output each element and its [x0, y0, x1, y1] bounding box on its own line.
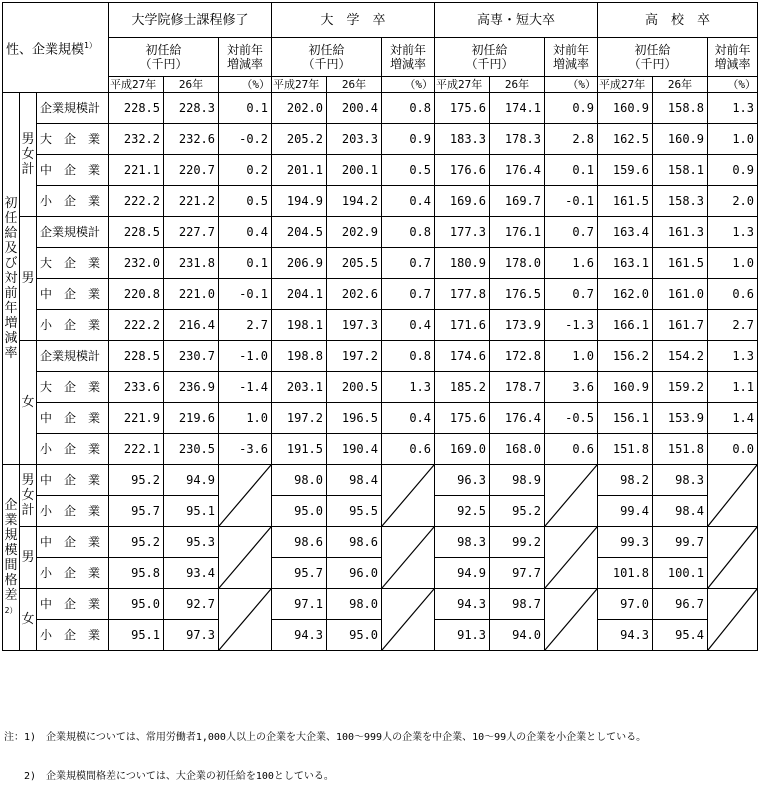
year-header: 26年: [653, 77, 708, 93]
size-label: 中 企 業: [37, 403, 109, 434]
value-cell: 197.2: [327, 341, 382, 372]
year-header: 平成27年: [272, 77, 327, 93]
value-cell: 1.3: [708, 93, 758, 124]
value-cell: 95.0: [272, 496, 327, 527]
group-header: 大 学 卒: [272, 3, 435, 38]
salary-header: 初任給 （千円）: [272, 38, 382, 77]
value-cell: 160.9: [598, 93, 653, 124]
value-cell: 160.9: [653, 124, 708, 155]
value-cell: 94.9: [164, 465, 219, 496]
value-cell: 0.1: [219, 93, 272, 124]
value-cell: 163.1: [598, 248, 653, 279]
table-row: [3, 589, 758, 620]
value-cell: 198.8: [272, 341, 327, 372]
value-cell: 176.4: [490, 155, 545, 186]
value-cell: 97.3: [164, 620, 219, 651]
value-cell: 0.0: [708, 434, 758, 465]
table-row: [3, 124, 758, 155]
size-label: 中 企 業: [37, 465, 109, 496]
value-cell: 227.7: [164, 217, 219, 248]
value-cell: 200.1: [327, 155, 382, 186]
value-cell: 168.0: [490, 434, 545, 465]
table-row: [3, 558, 758, 589]
value-cell: 163.4: [598, 217, 653, 248]
diagonal-line: [545, 465, 597, 526]
value-cell: 0.2: [219, 155, 272, 186]
empty-diagonal-cell: [219, 589, 272, 651]
value-cell: 97.7: [490, 558, 545, 589]
size-label: 小 企 業: [37, 310, 109, 341]
diagonal-line: [382, 589, 434, 650]
diagonal-line: [708, 527, 757, 588]
value-cell: 158.1: [653, 155, 708, 186]
value-cell: 197.3: [327, 310, 382, 341]
table-row: [3, 155, 758, 186]
value-cell: 0.1: [545, 155, 598, 186]
footnote-1: 注：1) 企業規模については、常用労働者1,000人以上の企業を大企業、100〜999人の企業を中企業、10〜99人の企業を小企業としている。: [4, 732, 647, 743]
size-label: 中 企 業: [37, 589, 109, 620]
corner-label: 性、企業規模: [6, 42, 85, 58]
value-cell: 95.8: [109, 558, 164, 589]
value-cell: 0.4: [382, 403, 435, 434]
value-cell: 98.3: [653, 465, 708, 496]
year-header: 平成27年: [598, 77, 653, 93]
value-cell: 197.2: [272, 403, 327, 434]
table-row: [3, 93, 758, 124]
value-cell: 151.8: [598, 434, 653, 465]
table-row: [3, 372, 758, 403]
value-cell: 99.3: [598, 527, 653, 558]
value-cell: 196.5: [327, 403, 382, 434]
value-cell: 190.4: [327, 434, 382, 465]
value-cell: 158.3: [653, 186, 708, 217]
empty-diagonal-cell: [708, 465, 758, 527]
value-cell: 2.8: [545, 124, 598, 155]
value-cell: 232.0: [109, 248, 164, 279]
value-cell: 98.6: [272, 527, 327, 558]
empty-diagonal-cell: [708, 527, 758, 589]
value-cell: 1.3: [708, 217, 758, 248]
value-cell: -1.3: [545, 310, 598, 341]
value-cell: -0.2: [219, 124, 272, 155]
empty-diagonal-cell: [382, 589, 435, 651]
value-cell: 166.1: [598, 310, 653, 341]
value-cell: 232.2: [109, 124, 164, 155]
diagonal-line: [382, 465, 434, 526]
size-label: 中 企 業: [37, 279, 109, 310]
table-row: [3, 279, 758, 310]
sex-label: 女: [20, 589, 37, 651]
diagonal-line: [708, 589, 757, 650]
value-cell: 94.0: [490, 620, 545, 651]
value-cell: 204.5: [272, 217, 327, 248]
value-cell: 220.7: [164, 155, 219, 186]
value-cell: 161.5: [653, 248, 708, 279]
value-cell: 205.2: [272, 124, 327, 155]
size-label: 小 企 業: [37, 434, 109, 465]
size-label: 企業規模計: [37, 341, 109, 372]
unit-header: （%）: [708, 77, 758, 93]
size-label: 小 企 業: [37, 496, 109, 527]
value-cell: 161.5: [598, 186, 653, 217]
value-cell: 0.5: [219, 186, 272, 217]
value-cell: 230.7: [164, 341, 219, 372]
value-cell: 100.1: [653, 558, 708, 589]
empty-diagonal-cell: [219, 527, 272, 589]
value-cell: 171.6: [435, 310, 490, 341]
value-cell: 151.8: [653, 434, 708, 465]
table-row: [3, 341, 758, 372]
value-cell: 206.9: [272, 248, 327, 279]
size-label: 企業規模計: [37, 217, 109, 248]
rate-header: 対前年 増減率: [219, 38, 272, 77]
value-cell: 95.7: [272, 558, 327, 589]
value-cell: 203.1: [272, 372, 327, 403]
corner-note: 1）: [84, 40, 97, 50]
sex-label: 女: [20, 341, 37, 465]
value-cell: 228.5: [109, 341, 164, 372]
salary-header: 初任給 （千円）: [109, 38, 219, 77]
value-cell: 205.5: [327, 248, 382, 279]
value-cell: 202.9: [327, 217, 382, 248]
value-cell: 180.9: [435, 248, 490, 279]
value-cell: 178.7: [490, 372, 545, 403]
table-row: [3, 186, 758, 217]
value-cell: 94.3: [272, 620, 327, 651]
value-cell: 169.7: [490, 186, 545, 217]
value-cell: 99.7: [653, 527, 708, 558]
empty-diagonal-cell: [708, 589, 758, 651]
value-cell: 94.3: [598, 620, 653, 651]
value-cell: 96.7: [653, 589, 708, 620]
sex-label: 男: [20, 217, 37, 341]
value-cell: 221.1: [109, 155, 164, 186]
size-label: 中 企 業: [37, 527, 109, 558]
diagonal-line: [708, 465, 757, 526]
empty-diagonal-cell: [382, 527, 435, 589]
value-cell: 0.4: [382, 186, 435, 217]
value-cell: 0.8: [382, 93, 435, 124]
value-cell: 221.2: [164, 186, 219, 217]
value-cell: 98.9: [490, 465, 545, 496]
rate-header: 対前年 増減率: [382, 38, 435, 77]
value-cell: 162.0: [598, 279, 653, 310]
table-row: [3, 465, 758, 496]
year-header: 平成27年: [435, 77, 490, 93]
value-cell: 158.8: [653, 93, 708, 124]
value-cell: 156.2: [598, 341, 653, 372]
diagonal-line: [219, 527, 271, 588]
value-cell: -1.0: [219, 341, 272, 372]
value-cell: 201.1: [272, 155, 327, 186]
value-cell: 99.4: [598, 496, 653, 527]
rate-header: 対前年 増減率: [708, 38, 758, 77]
value-cell: 0.5: [382, 155, 435, 186]
section-label: 企 業 規 模 間 格 差 2）: [3, 465, 20, 651]
value-cell: 0.9: [382, 124, 435, 155]
value-cell: 2.7: [219, 310, 272, 341]
value-cell: 97.1: [272, 589, 327, 620]
value-cell: 95.3: [164, 527, 219, 558]
footnote-2: 2) 企業規模間格差については、大企業の初任給を100としている。: [4, 771, 334, 782]
value-cell: 98.0: [327, 589, 382, 620]
value-cell: 228.5: [109, 93, 164, 124]
value-cell: 202.0: [272, 93, 327, 124]
salary-header: 初任給 （千円）: [435, 38, 545, 77]
empty-diagonal-cell: [382, 465, 435, 527]
diagonal-line: [545, 527, 597, 588]
group-header: 大学院修士課程修了: [109, 3, 272, 38]
value-cell: 161.7: [653, 310, 708, 341]
unit-header: （%）: [382, 77, 435, 93]
size-label: 大 企 業: [37, 124, 109, 155]
value-cell: 0.9: [545, 93, 598, 124]
table-row: [3, 620, 758, 651]
value-cell: 93.4: [164, 558, 219, 589]
value-cell: 154.2: [653, 341, 708, 372]
value-cell: 101.8: [598, 558, 653, 589]
value-cell: 98.6: [327, 527, 382, 558]
table-row: [3, 527, 758, 558]
value-cell: 176.5: [490, 279, 545, 310]
value-cell: 1.1: [708, 372, 758, 403]
diagonal-line: [219, 589, 271, 650]
value-cell: 200.5: [327, 372, 382, 403]
value-cell: 231.8: [164, 248, 219, 279]
value-cell: 194.2: [327, 186, 382, 217]
value-cell: 0.7: [545, 279, 598, 310]
value-cell: 3.6: [545, 372, 598, 403]
value-cell: 0.4: [219, 217, 272, 248]
value-cell: 162.5: [598, 124, 653, 155]
value-cell: 98.4: [653, 496, 708, 527]
value-cell: 95.1: [164, 496, 219, 527]
value-cell: 0.8: [382, 341, 435, 372]
year-header: 平成27年: [109, 77, 164, 93]
unit-header: （%）: [545, 77, 598, 93]
unit-header: （%）: [219, 77, 272, 93]
value-cell: 176.6: [435, 155, 490, 186]
value-cell: 198.1: [272, 310, 327, 341]
value-cell: 178.0: [490, 248, 545, 279]
size-label: 小 企 業: [37, 558, 109, 589]
value-cell: 204.1: [272, 279, 327, 310]
value-cell: 0.7: [545, 217, 598, 248]
value-cell: 0.4: [382, 310, 435, 341]
table-row: [3, 496, 758, 527]
value-cell: 222.1: [109, 434, 164, 465]
value-cell: 233.6: [109, 372, 164, 403]
value-cell: 176.1: [490, 217, 545, 248]
value-cell: 0.6: [382, 434, 435, 465]
value-cell: 1.6: [545, 248, 598, 279]
value-cell: 160.9: [598, 372, 653, 403]
value-cell: 185.2: [435, 372, 490, 403]
table-row: [3, 403, 758, 434]
value-cell: 95.0: [327, 620, 382, 651]
value-cell: 161.3: [653, 217, 708, 248]
value-cell: 92.7: [164, 589, 219, 620]
footnotes: [4, 705, 646, 809]
value-cell: 178.3: [490, 124, 545, 155]
size-label: 小 企 業: [37, 620, 109, 651]
value-cell: 1.0: [708, 124, 758, 155]
size-label: 大 企 業: [37, 248, 109, 279]
value-cell: 98.7: [490, 589, 545, 620]
value-cell: 173.9: [490, 310, 545, 341]
section-note: 2）: [4, 605, 18, 615]
value-cell: 2.0: [708, 186, 758, 217]
value-cell: 222.2: [109, 310, 164, 341]
value-cell: 183.3: [435, 124, 490, 155]
value-cell: 219.6: [164, 403, 219, 434]
value-cell: 1.3: [708, 341, 758, 372]
starting-salary-table: [2, 2, 758, 651]
value-cell: 1.3: [382, 372, 435, 403]
table-row: [3, 434, 758, 465]
value-cell: 97.0: [598, 589, 653, 620]
sex-label: 男: [20, 527, 37, 589]
value-cell: 228.3: [164, 93, 219, 124]
value-cell: -0.1: [219, 279, 272, 310]
value-cell: 176.4: [490, 403, 545, 434]
value-cell: 174.6: [435, 341, 490, 372]
empty-diagonal-cell: [219, 465, 272, 527]
value-cell: 96.0: [327, 558, 382, 589]
diagonal-line: [382, 527, 434, 588]
rate-header: 対前年 増減率: [545, 38, 598, 77]
size-label: 中 企 業: [37, 155, 109, 186]
value-cell: 95.2: [109, 527, 164, 558]
value-cell: 169.0: [435, 434, 490, 465]
value-cell: 95.2: [490, 496, 545, 527]
value-cell: 159.6: [598, 155, 653, 186]
value-cell: 0.1: [219, 248, 272, 279]
value-cell: 232.6: [164, 124, 219, 155]
value-cell: 221.0: [164, 279, 219, 310]
corner-header: [3, 3, 109, 93]
group-header: 高専・短大卒: [435, 3, 598, 38]
value-cell: 1.0: [545, 341, 598, 372]
value-cell: -1.4: [219, 372, 272, 403]
value-cell: 94.3: [435, 589, 490, 620]
value-cell: -3.6: [219, 434, 272, 465]
value-cell: 172.8: [490, 341, 545, 372]
value-cell: 169.6: [435, 186, 490, 217]
size-label: 小 企 業: [37, 186, 109, 217]
table-row: [3, 310, 758, 341]
value-cell: 0.6: [708, 279, 758, 310]
value-cell: 202.6: [327, 279, 382, 310]
value-cell: 191.5: [272, 434, 327, 465]
year-header: 26年: [490, 77, 545, 93]
value-cell: 95.0: [109, 589, 164, 620]
value-cell: 98.2: [598, 465, 653, 496]
sex-label: 男 女 計: [20, 465, 37, 527]
value-cell: 0.6: [545, 434, 598, 465]
value-cell: 92.5: [435, 496, 490, 527]
table-row: [3, 248, 758, 279]
value-cell: 0.7: [382, 279, 435, 310]
value-cell: 0.9: [708, 155, 758, 186]
value-cell: 1.4: [708, 403, 758, 434]
value-cell: 175.6: [435, 403, 490, 434]
value-cell: -0.5: [545, 403, 598, 434]
empty-diagonal-cell: [545, 527, 598, 589]
size-label: 企業規模計: [37, 93, 109, 124]
diagonal-line: [219, 465, 271, 526]
value-cell: 153.9: [653, 403, 708, 434]
year-header: 26年: [164, 77, 219, 93]
value-cell: 221.9: [109, 403, 164, 434]
value-cell: 1.0: [708, 248, 758, 279]
value-cell: 98.4: [327, 465, 382, 496]
value-cell: 98.3: [435, 527, 490, 558]
value-cell: 95.5: [327, 496, 382, 527]
value-cell: 95.1: [109, 620, 164, 651]
value-cell: 200.4: [327, 93, 382, 124]
value-cell: -0.1: [545, 186, 598, 217]
value-cell: 220.8: [109, 279, 164, 310]
value-cell: 222.2: [109, 186, 164, 217]
value-cell: 94.9: [435, 558, 490, 589]
value-cell: 99.2: [490, 527, 545, 558]
value-cell: 216.4: [164, 310, 219, 341]
value-cell: 175.6: [435, 93, 490, 124]
table-row: [3, 217, 758, 248]
value-cell: 177.3: [435, 217, 490, 248]
value-cell: 194.9: [272, 186, 327, 217]
empty-diagonal-cell: [545, 465, 598, 527]
year-header: 26年: [327, 77, 382, 93]
value-cell: 203.3: [327, 124, 382, 155]
group-header: 高 校 卒: [598, 3, 758, 38]
size-label: 大 企 業: [37, 372, 109, 403]
value-cell: 159.2: [653, 372, 708, 403]
value-cell: 95.4: [653, 620, 708, 651]
value-cell: 156.1: [598, 403, 653, 434]
value-cell: 91.3: [435, 620, 490, 651]
value-cell: 177.8: [435, 279, 490, 310]
value-cell: 98.0: [272, 465, 327, 496]
salary-header: 初任給 （千円）: [598, 38, 708, 77]
value-cell: 2.7: [708, 310, 758, 341]
value-cell: 230.5: [164, 434, 219, 465]
value-cell: 95.2: [109, 465, 164, 496]
value-cell: 228.5: [109, 217, 164, 248]
value-cell: 1.0: [219, 403, 272, 434]
value-cell: 236.9: [164, 372, 219, 403]
sex-label: 男 女 計: [20, 93, 37, 217]
value-cell: 161.0: [653, 279, 708, 310]
value-cell: 0.7: [382, 248, 435, 279]
value-cell: 0.8: [382, 217, 435, 248]
value-cell: 95.7: [109, 496, 164, 527]
value-cell: 174.1: [490, 93, 545, 124]
section-label: 初 任 給 及 び 対 前 年 増 減 率: [3, 93, 20, 465]
value-cell: 96.3: [435, 465, 490, 496]
diagonal-line: [545, 589, 597, 650]
empty-diagonal-cell: [545, 589, 598, 651]
